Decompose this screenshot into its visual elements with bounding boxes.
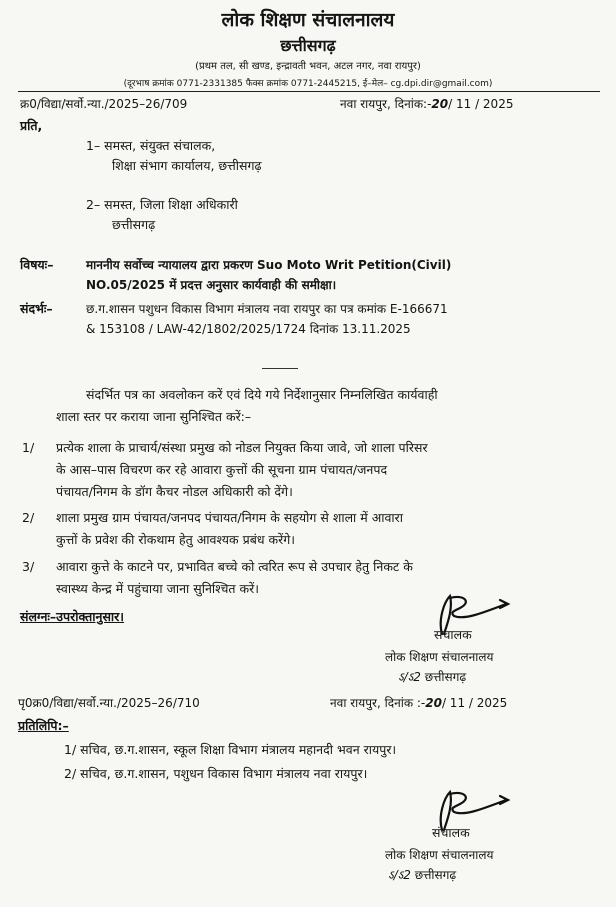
section-divider xyxy=(262,368,298,369)
signatory-designation-1: संचालक xyxy=(434,627,472,642)
signatory-state-2 xyxy=(388,866,456,883)
signatory-seal-1: ऽ/ऽ2 xyxy=(398,670,421,684)
copy-to-label: प्रतिलिपि:– xyxy=(18,718,69,733)
header-divider xyxy=(18,91,600,92)
item-1-line-2: के आस–पास विचरण कर रहे आवारा कुत्तों की सूचना ग्राम पंचायत/जनपद xyxy=(56,462,388,477)
copy-letter-date-day: 20 xyxy=(425,696,442,710)
copy-letter-date-rest: / 11 / 2025 xyxy=(441,696,508,710)
item-3-line-1: आवारा कुत्ते के काटने पर, प्रभावित बच्चे को त्वरित रूप से उपचार हेतु निकट के xyxy=(56,559,413,574)
signatory-office-2: लोक शिक्षण संचालनालय xyxy=(385,848,494,862)
recipient-2-line-2: छत्तीसगढ़ xyxy=(112,217,156,232)
subject-line-2: NO.05/2025 में प्रदत्त अनुसार कार्यवाही की समीक्षा। xyxy=(86,278,337,292)
recipient-2-line-1: 2– समस्त, जिला शिक्षा अधिकारी xyxy=(86,197,238,212)
item-2-line-2: कुत्तों के प्रवेश की रोकथाम हेतु आवश्यक प्रबंध करेंगे। xyxy=(56,532,295,547)
enclosure-note: संलग्नः–उपरोक्तानुसार। xyxy=(20,609,124,624)
state-name: छत्तीसगढ़ xyxy=(280,36,336,55)
item-1-line-1: प्रत्येक शाला के प्राचार्य/संस्था प्रमुख को नोडल नियुक्त किया जावे, जो शाला परिसर xyxy=(56,440,428,455)
reference-label: संदर्भः– xyxy=(20,301,53,316)
letter-number: क्र0/विद्या/सर्वो.न्या./2025–26/709 xyxy=(20,97,188,111)
item-1-number: 1/ xyxy=(22,440,35,455)
item-2-line-1: शाला प्रमुख ग्राम पंचायत/जनपद पंचायत/निगम के सहयोग से शाला में आवारा xyxy=(56,510,404,525)
signatory-state-name-2: छत्तीसगढ़ xyxy=(414,868,457,882)
reference-line-2: & 153108 / LAW-42/1802/2025/1724 दिनांक 13.11.2025 xyxy=(86,322,411,336)
signatory-seal-2: ऽ/ऽ2 xyxy=(388,868,411,882)
item-3-line-2: स्वास्थ्य केन्द्र में पहुंचाया जाना सुनिश्चित करें। xyxy=(56,581,259,596)
item-1-line-3: पंचायत/निगम के डॉग कैचर नोडल अधिकारी को देंगे। xyxy=(56,484,293,499)
signatory-office-1: लोक शिक्षण संचालनालय xyxy=(385,650,494,664)
copy-letter-date xyxy=(330,694,507,711)
item-2-number: 2/ xyxy=(22,510,35,525)
to-label: प्रति, xyxy=(20,118,43,133)
letter-date xyxy=(340,95,513,112)
subject-label: विषयः– xyxy=(20,257,54,272)
copy-letter-date-label: नवा रायपुर, दिनांक :- xyxy=(330,696,426,710)
signatory-designation-2: संचालक xyxy=(432,825,470,840)
intro-line-1: संदर्भित पत्र का अवलोकन करें एवं दिये गये निर्देशानुसार निम्नलिखित कार्यवाही xyxy=(86,387,438,402)
office-contact: (दूरभाष क्रमांक 0771-2331385 फैक्स क्रमांक 0771-2445215, ई–मेल– cg.dpi.dir@gmail.com) xyxy=(123,79,493,89)
copy-to-line-2: 2/ सचिव, छ.ग.शासन, पशुधन विकास विभाग मंत्रालय नवा रायपुर। xyxy=(64,766,368,781)
copy-to-line-1: 1/ सचिव, छ.ग.शासन, स्कूल शिक्षा विभाग मंत्रालय महानदी भवन रायपुर। xyxy=(64,742,397,757)
signatory-state-name-1: छत्तीसगढ़ xyxy=(424,670,467,684)
reference-line-1: छ.ग.शासन पशुधन विकास विभाग मंत्रालय नवा रायपुर का पत्र कमांक E-166671 xyxy=(86,302,448,316)
subject-line-1: माननीय सर्वोच्च न्यायालय द्वारा प्रकरण Suo Moto Writ Petition(Civil) xyxy=(86,258,452,272)
letter-date-label: नवा रायपुर, दिनांक:- xyxy=(340,97,432,111)
copy-letter-number: पृ0क्र0/विद्या/सर्वो.न्या./2025–26/710 xyxy=(18,696,200,710)
letter-date-rest: / 11 / 2025 xyxy=(448,97,514,111)
item-3-number: 3/ xyxy=(22,559,35,574)
office-title: लोक शिक्षण संचालनालय xyxy=(221,9,395,31)
intro-line-2: शाला स्तर पर कराया जाना सुनिश्चित करें:– xyxy=(56,409,252,424)
signatory-state-1 xyxy=(398,668,466,685)
recipient-1-line-2: शिक्षा संभाग कार्यालय, छत्तीसगढ़ xyxy=(112,158,262,173)
recipient-1-line-1: 1– समस्त, संयुक्त संचालक, xyxy=(86,138,216,153)
letter-date-day: 20 xyxy=(431,97,449,111)
office-address: (प्रथम तल, सी खण्ड, इन्द्रावती भवन, अटल नगर, नवा रायपुर) xyxy=(195,61,421,72)
